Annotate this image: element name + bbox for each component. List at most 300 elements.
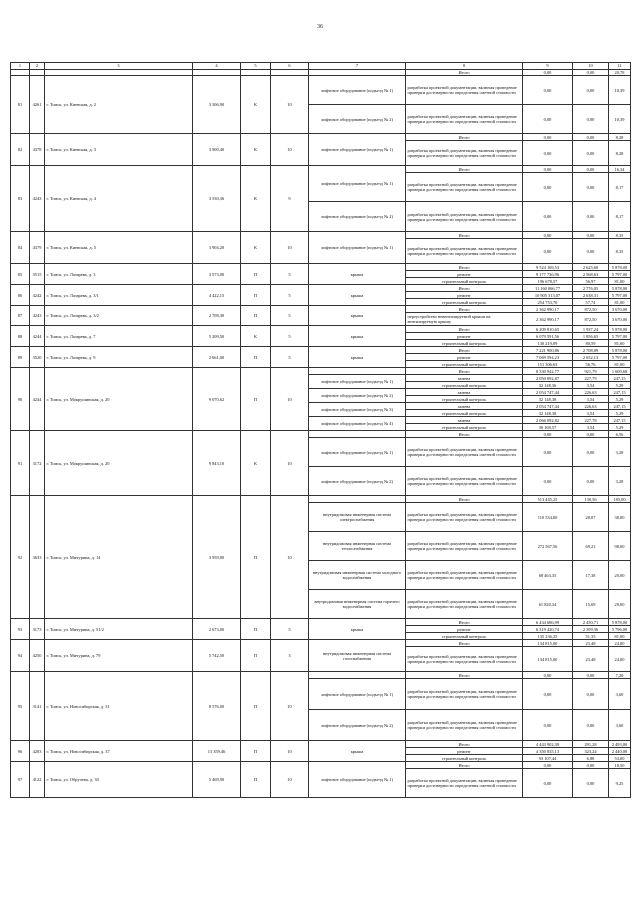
table-cell: Итого xyxy=(406,326,523,333)
table-cell: лифтовое оборудование (подъезд № 1) xyxy=(309,134,406,166)
table-cell: 38,00 xyxy=(609,503,631,532)
table-cell: 2 362 990,17 xyxy=(523,313,573,326)
table-cell: 921,79 xyxy=(573,368,609,375)
table-cell: 254 753,70 xyxy=(523,299,573,306)
table-cell: 2 399,36 xyxy=(573,626,609,633)
table-cell: внутридомовая инженерная система теплоснабжения xyxy=(309,532,406,561)
table-cell: лифтовое оборудование (подъезд № 3) xyxy=(309,403,406,417)
table-cell: 2 673,00 xyxy=(193,619,241,640)
table-cell: 5 797,00 xyxy=(609,333,631,340)
table-cell: 81,00 xyxy=(609,633,631,640)
table-cell: 0,00 xyxy=(573,431,609,438)
column-number-cell: 1 xyxy=(11,63,30,70)
table-cell: ремонт xyxy=(406,333,523,340)
table-cell: 0,00 xyxy=(523,239,573,264)
table-cell: 5 469,90 xyxy=(193,762,241,798)
table-cell: 9,25 xyxy=(609,769,631,798)
table-cell: 185,00 xyxy=(609,496,631,503)
table-cell: замена xyxy=(406,417,523,424)
table-cell: 0,00 xyxy=(573,438,609,467)
table-cell: 872,50 xyxy=(573,306,609,313)
column-number-cell: 2 xyxy=(30,63,45,70)
table-cell: 87 xyxy=(11,306,30,326)
table-cell: 1 937,24 xyxy=(573,326,609,333)
table-row xyxy=(11,672,631,679)
table-row xyxy=(11,326,631,333)
table-cell: крыша xyxy=(309,264,406,285)
table-cell: 4 443 902,39 xyxy=(523,741,573,748)
table-cell: 5 878,00 xyxy=(609,619,631,626)
table-cell: 0,00 xyxy=(523,105,573,134)
column-number-cell: 7 xyxy=(309,63,406,70)
table-cell: г. Томск, ул. Мичурина, д. 79 xyxy=(45,640,193,672)
table-cell: г. Томск, ул. Мичурина, д. 14 xyxy=(45,496,193,619)
table-cell: Итого xyxy=(406,762,523,769)
table-row xyxy=(11,76,631,105)
table-cell: г. Томск, ул. Лазарева, д. 3/1 xyxy=(45,285,193,306)
table-cell: Итого xyxy=(406,741,523,748)
table-cell: замена xyxy=(406,403,523,410)
table-cell: лифтовое оборудование (подъезд № 1) xyxy=(309,166,406,202)
table-cell: 8,28 xyxy=(609,141,631,166)
table-cell: 5 209,50 xyxy=(193,326,241,347)
table-cell: 2 493,00 xyxy=(609,741,631,748)
table-cell: 0,00 xyxy=(523,762,573,769)
table-cell: Итого xyxy=(406,640,523,647)
column-number-cell: 5 xyxy=(241,63,271,70)
table-cell: 4244 xyxy=(30,368,45,431)
table-cell: 0,00 xyxy=(573,710,609,741)
table-cell: П xyxy=(241,619,271,640)
table-cell: лифтовое оборудование (подъезд № 1) xyxy=(309,375,406,389)
table-cell: 93 xyxy=(11,619,30,640)
table-cell: 0,00 xyxy=(573,672,609,679)
table-cell: 20,00 xyxy=(609,561,631,590)
table-cell: 29,00 xyxy=(609,590,631,619)
table-cell: 0,00 xyxy=(523,70,573,76)
table-cell: 9 843,10 xyxy=(193,431,241,496)
table-cell: 0,00 xyxy=(523,769,573,798)
table-cell: строительный контроль xyxy=(406,299,523,306)
table-cell: Итого xyxy=(406,232,523,239)
table-cell: 0,00 xyxy=(523,76,573,105)
table-cell: ремонт xyxy=(406,271,523,278)
table-cell: 96 xyxy=(11,741,30,762)
table-cell: лифтовое оборудование (подъезд № 1) xyxy=(309,76,406,105)
table-cell: 872,50 xyxy=(573,313,609,326)
table-row xyxy=(11,264,631,271)
table-cell: 8,35 xyxy=(609,232,631,239)
column-number-cell: 10 xyxy=(573,63,609,70)
table-cell: 3 959,00 xyxy=(193,496,241,619)
table-cell: 6 319 420,74 xyxy=(523,626,573,633)
table-cell: 51,35 xyxy=(573,633,609,640)
table-cell: 227,78 xyxy=(573,417,609,424)
table-cell: 7,20 xyxy=(609,672,631,679)
table-cell: 3 530,36 xyxy=(193,166,241,232)
table-cell: 3172 xyxy=(30,431,45,496)
table-cell: строительный контроль xyxy=(406,424,523,431)
table-cell: 20,78 xyxy=(609,70,631,76)
table-cell: 9 177 736,96 xyxy=(523,271,573,278)
table-cell: 5,29 xyxy=(609,396,631,403)
table-cell: 3515 xyxy=(30,264,45,285)
table-cell: 226,63 xyxy=(573,389,609,396)
table-cell: 81,00 xyxy=(609,278,631,285)
table-cell: г. Томск, ул. Новосибирская, д. 37 xyxy=(45,741,193,762)
table-cell: 6,56 xyxy=(609,431,631,438)
table-cell: 5 xyxy=(271,347,309,368)
table-cell: 272 567,56 xyxy=(523,532,573,561)
table-row xyxy=(11,640,631,647)
column-number-cell: 6 xyxy=(271,63,309,70)
table-cell: 3520 xyxy=(30,347,45,368)
table-cell: 10 xyxy=(271,762,309,798)
table-cell: 6,88 xyxy=(573,755,609,762)
table-cell: 110 534,00 xyxy=(523,503,573,532)
table-row xyxy=(11,134,631,141)
table-cell: 3,28 xyxy=(609,467,631,496)
table-cell: 5 797,00 xyxy=(609,292,631,299)
table-cell: 4250 xyxy=(30,640,45,672)
table-cell: 5 796,00 xyxy=(609,626,631,633)
table-cell: 4242 xyxy=(30,285,45,306)
table-cell: Итого xyxy=(406,431,523,438)
table-cell: разработка проектной документации, включая проведение проверки достоверности определения сметной стоимости xyxy=(406,590,523,619)
table-row xyxy=(11,619,631,626)
table-cell: 2 638,31 xyxy=(573,292,609,299)
table-cell: 4203 xyxy=(30,741,45,762)
table-cell: лифтовое оборудование (подъезд № 1) xyxy=(309,679,406,710)
table-cell: разработка проектной документации, включая проведение проверки достоверности определения сметной стоимости xyxy=(406,76,523,105)
table-cell: 5 xyxy=(271,326,309,347)
table-cell: 92 xyxy=(11,496,30,619)
table-cell: 0,00 xyxy=(573,166,609,173)
table-cell: строительный контроль xyxy=(406,340,523,347)
table-cell: 1 856,65 xyxy=(573,333,609,340)
table-row xyxy=(11,306,631,313)
column-number-cell: 4 xyxy=(193,63,241,70)
table-cell: 0,00 xyxy=(523,202,573,232)
table-cell xyxy=(309,496,406,503)
column-number-cell: 3 xyxy=(45,63,193,70)
table-cell: разработка проектной документации, включая проведение проверки достоверности определения сметной стоимости xyxy=(406,647,523,672)
table-cell: строительный контроль xyxy=(406,382,523,389)
table-cell: 23,48 xyxy=(573,647,609,672)
table-cell: 0,00 xyxy=(573,762,609,769)
table-cell: 97 xyxy=(11,762,30,798)
table-cell: 135 236,25 xyxy=(523,633,573,640)
table-cell: г. Томск, ул. Новосибирская, д. 31 xyxy=(45,672,193,741)
table-cell: 91 xyxy=(11,431,30,496)
table-cell: 5 797,00 xyxy=(609,271,631,278)
table-cell: строительный контроль xyxy=(406,396,523,403)
table-cell: 0,00 xyxy=(523,134,573,141)
table-cell: 4243 xyxy=(30,306,45,326)
table-cell: 247,15 xyxy=(609,403,631,410)
table-cell: 0,00 xyxy=(573,769,609,798)
table-cell: крыша xyxy=(309,347,406,368)
table-cell: 2 652,13 xyxy=(573,354,609,361)
column-number-row xyxy=(11,63,631,70)
table-cell: 7 221 900,86 xyxy=(523,347,573,354)
table-cell: 0,00 xyxy=(523,672,573,679)
table-cell: г. Томск, ул. Обручева, д. 30 xyxy=(45,762,193,798)
table-cell: г. Томск, ул. Киевская, д. 4 xyxy=(45,166,193,232)
table-cell: лифтовое оборудование (подъезд № 1) xyxy=(309,438,406,467)
table-row xyxy=(11,496,631,503)
table-cell: 61 820,34 xyxy=(523,590,573,619)
table-cell: К xyxy=(241,326,271,347)
table-cell: Итого xyxy=(406,347,523,354)
table-row xyxy=(11,285,631,292)
table-cell: 291,28 xyxy=(573,741,609,748)
page-number: 36 xyxy=(317,24,323,30)
table-cell: П xyxy=(241,672,271,741)
table-cell: 5,29 xyxy=(609,382,631,389)
table-cell: 3 670,00 xyxy=(609,313,631,326)
table-cell: 81,00 xyxy=(609,361,631,368)
table-cell: П xyxy=(241,640,271,672)
table-cell: 0,00 xyxy=(573,173,609,202)
table-cell: 83 xyxy=(11,166,30,232)
table-cell: внутридомовая инженерная система холодного водоснабжения xyxy=(309,561,406,590)
table-cell: 3141 xyxy=(30,672,45,741)
table-cell: 0,00 xyxy=(573,467,609,496)
table-cell: крыша xyxy=(309,741,406,762)
table-cell: 8 330 942,77 xyxy=(523,368,573,375)
table-cell: 3,54 xyxy=(573,382,609,389)
table-cell: К xyxy=(241,431,271,496)
table-cell: строительный контроль xyxy=(406,410,523,417)
table-cell: ремонт xyxy=(406,292,523,299)
table-cell: 23,48 xyxy=(573,640,609,647)
table-cell: Итого xyxy=(406,496,523,503)
table-cell: г. Томск, ул. Лазарева, д. 7 xyxy=(45,326,193,347)
table-cell: замена xyxy=(406,375,523,382)
table-cell: крыша xyxy=(309,326,406,347)
table-cell: крыша xyxy=(309,619,406,640)
table-cell: 227,79 xyxy=(573,375,609,382)
table-cell: 53,00 xyxy=(609,755,631,762)
table-cell: 89 xyxy=(11,347,30,368)
table-cell: 0,00 xyxy=(523,166,573,173)
capital-repair-table xyxy=(10,62,631,798)
table-cell: 6 209 810,65 xyxy=(523,326,573,333)
table-cell: 68 463,35 xyxy=(523,561,573,590)
table-cell: 130 219,09 xyxy=(523,340,573,347)
table-cell: 10 xyxy=(271,431,309,496)
table-cell: 8,35 xyxy=(609,239,631,264)
table-cell: 4 422,15 xyxy=(193,285,241,306)
table-cell: 32 148,36 xyxy=(523,382,573,389)
table-cell: 56,97 xyxy=(573,278,609,285)
table-cell: 4 350 835,13 xyxy=(523,748,573,755)
table-cell: 5 xyxy=(271,264,309,285)
table-cell: разработка проектной документации, включая проведение проверки достоверности определения сметной стоимости xyxy=(406,239,523,264)
table-cell: крыша xyxy=(309,306,406,326)
table-cell: 16,34 xyxy=(609,166,631,173)
table-cell: разработка проектной документации, включая проведение проверки достоверности определения сметной стоимости xyxy=(406,105,523,134)
table-cell: замена xyxy=(406,389,523,396)
table-cell: 0,00 xyxy=(523,438,573,467)
table-cell: Итого xyxy=(406,166,523,173)
table-cell: 0,00 xyxy=(573,70,609,76)
table-cell: П xyxy=(241,496,271,619)
table-cell: разработка проектной документации, включая проведение проверки достоверности определения сметной стоимости xyxy=(406,561,523,590)
table-cell: 56,76 xyxy=(573,361,609,368)
table-cell: 0,00 xyxy=(523,232,573,239)
table-cell: 8,28 xyxy=(609,134,631,141)
table-cell: 3,60 xyxy=(609,679,631,710)
table-cell: лифтовое оборудование (подъезд № 1) xyxy=(309,762,406,798)
table-cell: 30 169,57 xyxy=(523,424,573,431)
table-cell: П xyxy=(241,368,271,431)
table-cell: 0,00 xyxy=(523,141,573,166)
table-cell: 2 054 747,44 xyxy=(523,403,573,410)
table-cell: К xyxy=(241,76,271,134)
column-number-cell: 8 xyxy=(406,63,523,70)
table-cell: 13 359,46 xyxy=(193,741,241,762)
table-cell: 10 xyxy=(271,368,309,431)
table-cell: 5 742,50 xyxy=(193,640,241,672)
table-cell: 3 xyxy=(271,640,309,672)
table-cell: 0,00 xyxy=(573,679,609,710)
table-cell: 18,50 xyxy=(609,762,631,769)
table-cell: 6 434 686,99 xyxy=(523,619,573,626)
table-cell: 4244 xyxy=(30,326,45,347)
table-cell: 10 905 313,07 xyxy=(523,292,573,299)
table-row xyxy=(11,741,631,748)
table-cell: разработка проектной документации, включая проведение проверки достоверности определения сметной стоимости xyxy=(406,467,523,496)
table-cell: 247,15 xyxy=(609,375,631,382)
table-cell: 6 079 591,56 xyxy=(523,333,573,340)
table-cell: 2 625,60 xyxy=(573,264,609,271)
table-cell: П xyxy=(241,285,271,306)
table-cell: разработка проектной документации, включая проведение проверки достоверности определения сметной стоимости xyxy=(406,438,523,467)
table-cell: 10 xyxy=(271,134,309,166)
table-cell: лифтовое оборудование (подъезд № 1) xyxy=(309,232,406,264)
table-cell: К xyxy=(241,166,271,232)
table-cell: 69,21 xyxy=(573,532,609,561)
table-cell: К xyxy=(241,232,271,264)
table-cell: 32 148,38 xyxy=(523,396,573,403)
table-row xyxy=(11,762,631,769)
table-cell: 94 xyxy=(11,640,30,672)
table-cell: 3,54 xyxy=(573,424,609,431)
table-cell: 10 xyxy=(271,232,309,264)
table-cell: 4379 xyxy=(30,232,45,264)
table-cell: ремонт xyxy=(406,354,523,361)
table-cell: строительный контроль xyxy=(406,361,523,368)
table-cell: 1 609,68 xyxy=(609,368,631,375)
table-cell: 5,29 xyxy=(609,424,631,431)
table-row xyxy=(11,347,631,354)
table-cell: крыша xyxy=(309,285,406,306)
table-cell: К xyxy=(241,134,271,166)
table-cell: ремонт xyxy=(406,748,523,755)
table-cell: 0,00 xyxy=(573,134,609,141)
table-cell: 88 xyxy=(11,326,30,347)
table-cell: разработка проектной документации, включая проведение проверки достоверности определения сметной стоимости xyxy=(406,769,523,798)
table-cell: 84 xyxy=(11,232,30,264)
table-cell: 2 066 092,82 xyxy=(523,417,573,424)
table-cell: 81 xyxy=(11,76,30,134)
table-cell: П xyxy=(241,762,271,798)
table-cell: 5,29 xyxy=(609,410,631,417)
table-cell: разработка проектной документации, включая проведение проверки достоверности определения сметной стоимости xyxy=(406,141,523,166)
table-cell: 8,17 xyxy=(609,173,631,202)
table-cell: строительный контроль xyxy=(406,755,523,762)
table-cell: 2 450,71 xyxy=(573,619,609,626)
table-cell: 17,38 xyxy=(573,561,609,590)
table-cell: лифтовое оборудование (подъезд № 2) xyxy=(309,710,406,741)
table-cell: 5 878,00 xyxy=(609,264,631,271)
table-cell: 2 054 747,44 xyxy=(523,389,573,396)
table-cell: 0,00 xyxy=(523,710,573,741)
table-row xyxy=(11,368,631,375)
table-cell: г. Томск, ул. Мокрушинская, д. 20 xyxy=(45,431,193,496)
table-cell: 81,00 xyxy=(609,299,631,306)
table-cell: 323,24 xyxy=(573,748,609,755)
table-cell: 2 776,05 xyxy=(573,285,609,292)
table-cell: 95 xyxy=(11,672,30,741)
table-cell: разработка проектной документации, включая проведение проверки достоверности определения сметной стоимости xyxy=(406,202,523,232)
table-cell: лифтовое оборудование (подъезд № 4) xyxy=(309,417,406,431)
table-cell: 82 xyxy=(11,134,30,166)
table-cell: 10 xyxy=(271,741,309,762)
table-cell: 4261 xyxy=(30,76,45,134)
table-cell: 2 362 990,17 xyxy=(523,306,573,313)
table-cell: 3633 xyxy=(30,496,45,619)
table-cell: 3 306,90 xyxy=(193,76,241,134)
table-cell: лифтовое оборудование (подъезд № 2) xyxy=(309,467,406,496)
table-cell: 2 708,30 xyxy=(193,306,241,326)
table-cell: 9 070,62 xyxy=(193,368,241,431)
table-cell: 4243 xyxy=(30,166,45,232)
table-cell: г. Томск, ул. Лазарева, д. 9 xyxy=(45,347,193,368)
table-cell: 80,59 xyxy=(573,340,609,347)
table-cell: 5 xyxy=(271,306,309,326)
table-cell: П xyxy=(241,741,271,762)
table-cell: 226,63 xyxy=(573,403,609,410)
table-cell: 3,60 xyxy=(609,710,631,741)
table-cell: г. Томск, ул. Мокрушинская, д. 20 xyxy=(45,368,193,431)
table-cell: 85 xyxy=(11,264,30,285)
table-cell: г. Томск, ул. Киевская, д. 3 xyxy=(45,134,193,166)
column-number-cell: 9 xyxy=(523,63,573,70)
table-cell: П xyxy=(241,264,271,285)
table-cell: 57,74 xyxy=(573,299,609,306)
table-cell: внутридомовая инженерная система горячего водоснабжения xyxy=(309,590,406,619)
table-cell: Итого xyxy=(406,285,523,292)
table-cell: разработка проектной документации, включая проведение проверки достоверности определения сметной стоимости xyxy=(406,710,523,741)
table-cell: 9 524 169,53 xyxy=(523,264,573,271)
table-cell: г. Томск, ул. Мичурина, д. 51/2 xyxy=(45,619,193,640)
table-cell: 10,39 xyxy=(609,76,631,105)
table-cell: строительный контроль xyxy=(406,278,523,285)
table-cell: 0,00 xyxy=(523,173,573,202)
table-cell: Итого xyxy=(406,70,523,76)
table-cell: разработка проектной документации, включая проведение проверки достоверности определения сметной стоимости xyxy=(406,679,523,710)
table-cell: разработка проектной документации, включая проведение проверки достоверности определения сметной стоимости xyxy=(406,173,523,202)
table-cell: 28,07 xyxy=(573,503,609,532)
table-cell: 3,28 xyxy=(609,438,631,467)
table-cell: 0,00 xyxy=(523,679,573,710)
table-cell: 196 678,57 xyxy=(523,278,573,285)
table-cell: Итого xyxy=(406,306,523,313)
table-cell: лифтовое оборудование (подъезд № 2) xyxy=(309,202,406,232)
